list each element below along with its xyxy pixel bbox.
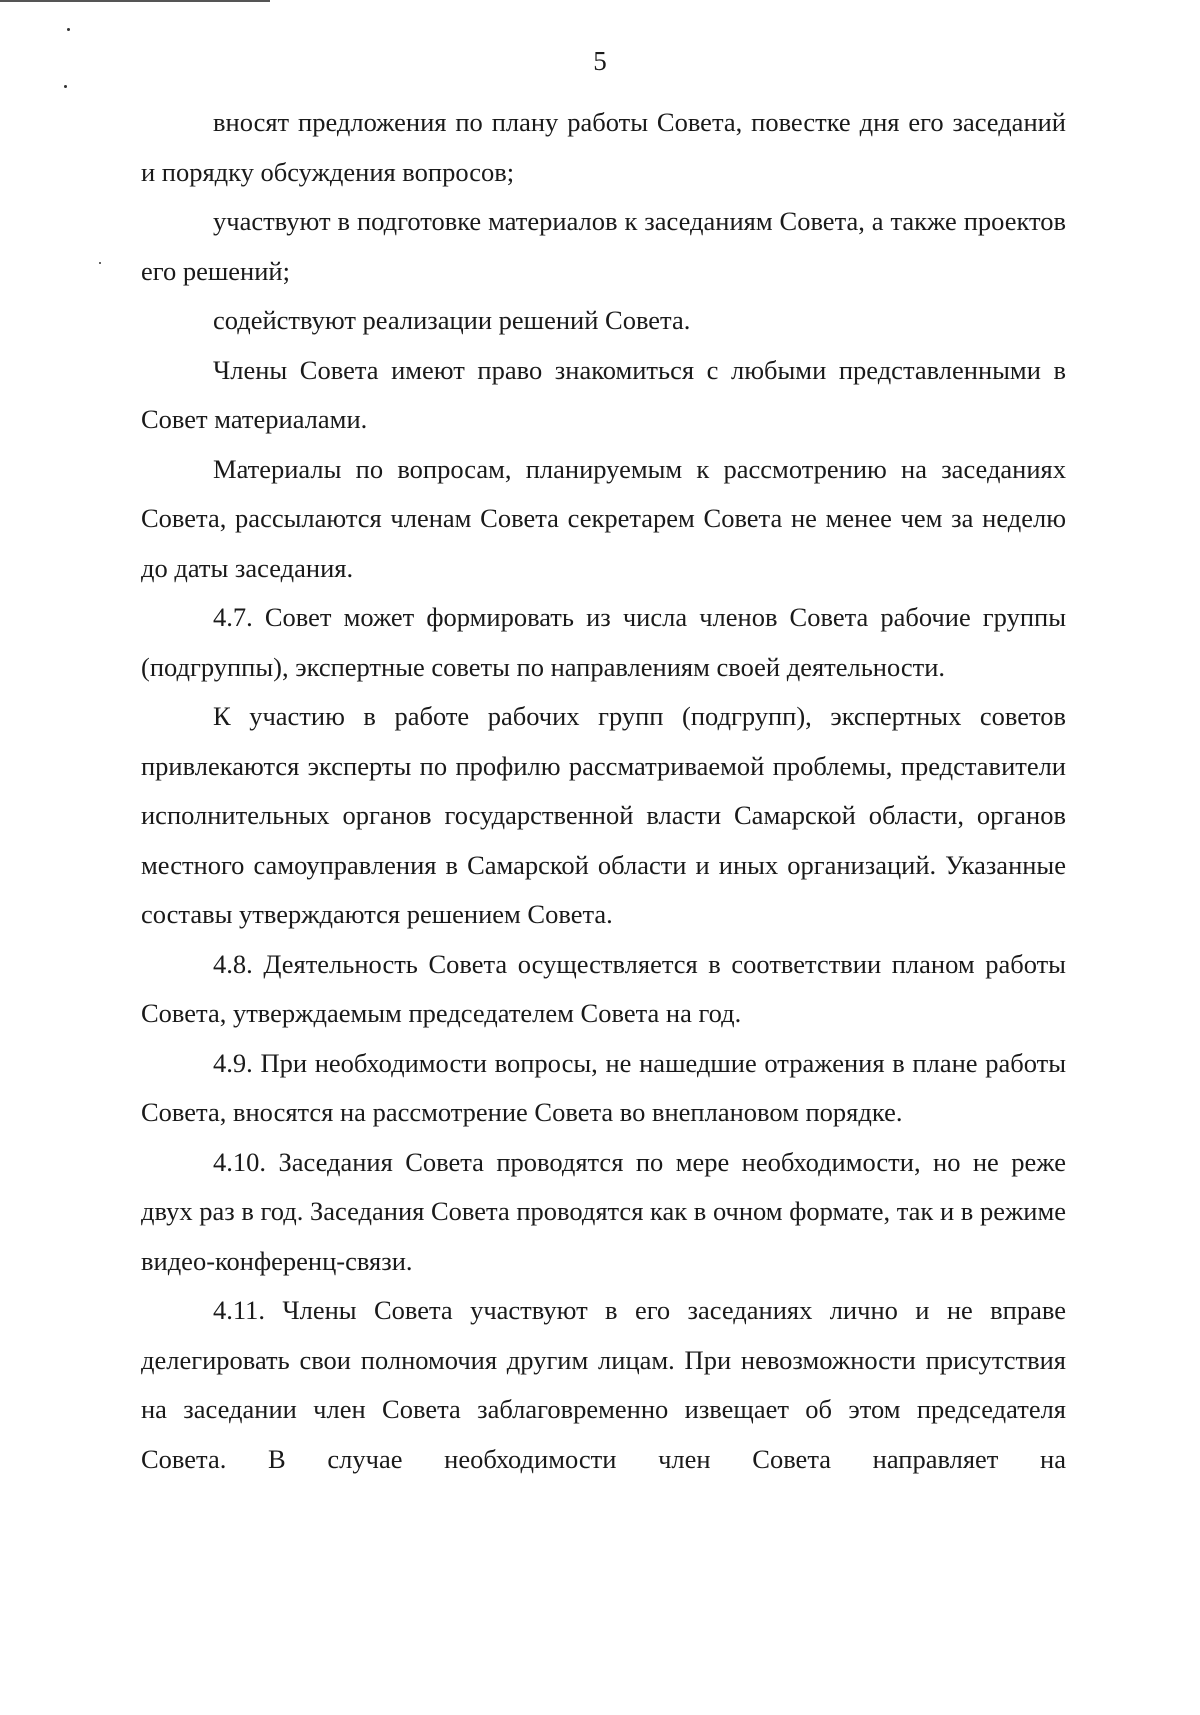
scan-speck xyxy=(99,262,101,264)
scan-edge-mark xyxy=(0,0,270,5)
paragraph: вносят предложения по плану работы Совета, повестке дня его заседаний и порядку обсуждения вопросов; xyxy=(141,107,1066,187)
paragraph: 4.10. Заседания Совета проводятся по мере необходимости, но не реже двух раз в год. Заседания Совета проводятся как в очном формате, так и в режиме видео-конференц-связи. xyxy=(141,1146,1066,1276)
document-body xyxy=(141,98,1066,1484)
paragraph: Члены Совета имеют право знакомиться с любыми представленными в Совет материалами. xyxy=(141,354,1066,434)
scan-speck xyxy=(67,28,70,31)
paragraph: содействуют реализации решений Совета. xyxy=(213,305,691,335)
paragraph: Материалы по вопросам, планируемым к рассмотрению на заседаниях Совета, рассылаются членам Совета секретарем Совета не менее чем за неделю до даты заседания. xyxy=(141,453,1066,583)
paragraph: 4.11. Члены Совета участвуют в его заседаниях лично и не вправе делегировать свои полномочия другим лицам. При невозможности присутствия на заседании член Совета заблаговременно извещает об этом председателя Совета. В случае необходимости член Совета направляет на xyxy=(141,1295,1066,1474)
scan-edge-mark xyxy=(250,0,270,2)
paragraph: 4.9. При необходимости вопросы, не нашедшие отражения в плане работы Совета, вносятся на рассмотрение Совета во внеплановом порядке. xyxy=(141,1047,1066,1127)
paragraph: 4.8. Деятельность Совета осуществляется в соответствии планом работы Совета, утверждаемым председателем Совета на год. xyxy=(141,948,1066,1028)
paragraph: 4.7. Совет может формировать из числа членов Совета рабочие группы (подгруппы), экспертные советы по направлениям своей деятельности. xyxy=(141,602,1066,682)
paragraph: участвуют в подготовке материалов к заседаниям Совета, а также проектов его решений; xyxy=(141,206,1066,286)
paragraph: К участию в работе рабочих групп (подгрупп), экспертных советов привлекаются эксперты по профилю рассматриваемой проблемы, представители исполнительных органов государственной власти Самарской области, органов местного самоуправления в Самарской области и иных организаций. Указанные составы утверждаются решением Совета. xyxy=(141,701,1066,929)
scan-speck xyxy=(64,85,67,88)
page-number: 5 xyxy=(593,46,607,76)
